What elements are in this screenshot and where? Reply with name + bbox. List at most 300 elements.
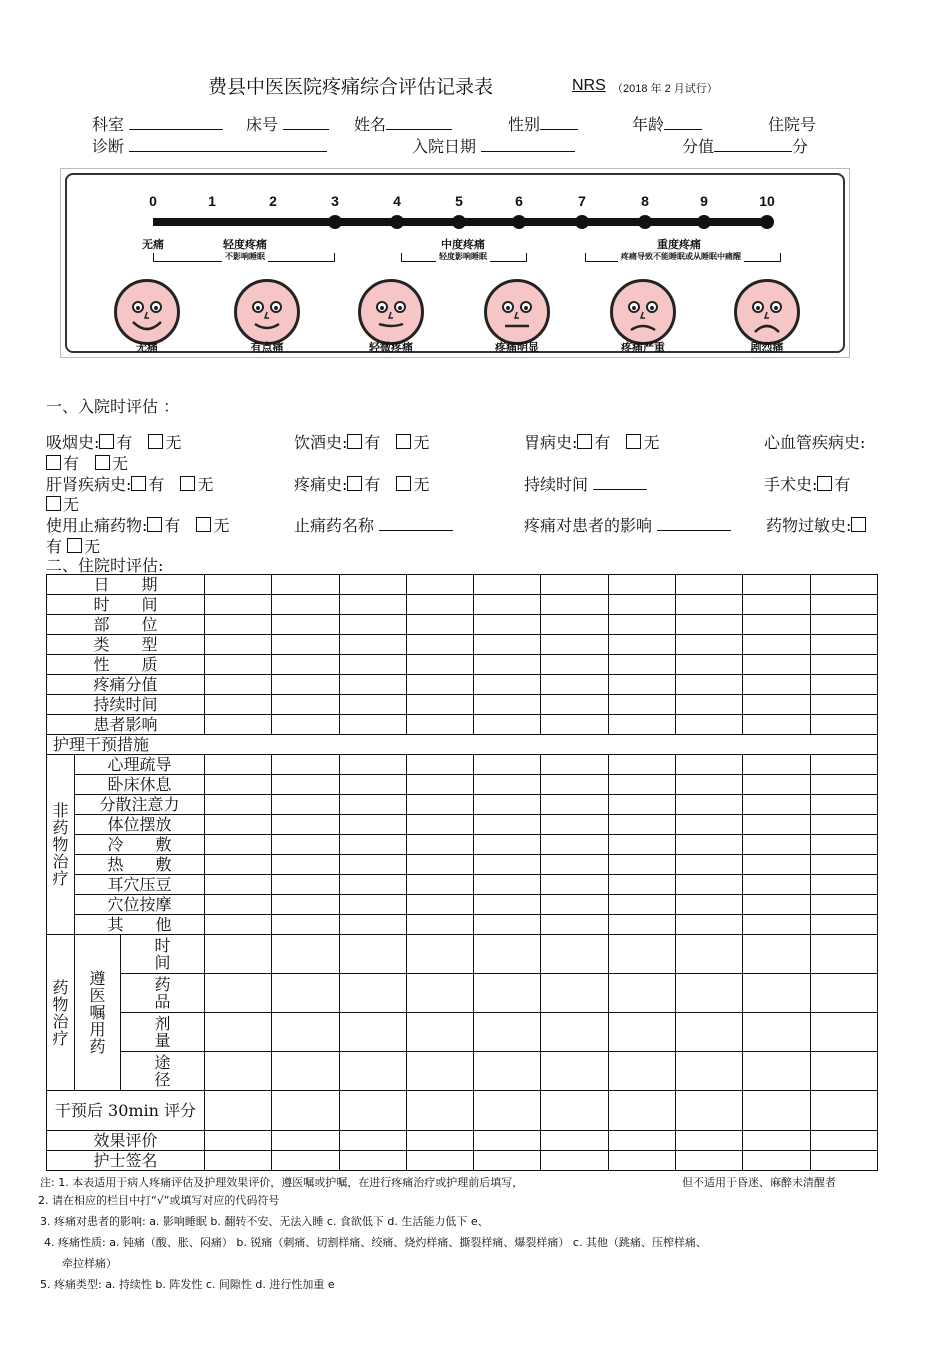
data-cell[interactable] [810, 795, 877, 815]
data-cell[interactable] [810, 675, 877, 695]
data-cell[interactable] [272, 695, 339, 715]
data-cell[interactable] [474, 715, 541, 735]
data-cell[interactable] [205, 795, 272, 815]
data-cell[interactable] [810, 915, 877, 935]
drug-name-label: 止痛药名称 [294, 516, 375, 535]
data-cell[interactable] [205, 575, 272, 595]
data-cell[interactable] [272, 895, 339, 915]
score-field[interactable] [682, 134, 808, 157]
data-cell[interactable] [743, 1091, 810, 1131]
data-cell[interactable] [676, 1151, 743, 1171]
data-cell[interactable] [608, 915, 675, 935]
data-cell[interactable] [541, 1013, 608, 1052]
data-cell[interactable] [272, 1131, 339, 1151]
data-cell[interactable] [205, 935, 272, 974]
data-cell[interactable] [339, 795, 406, 815]
data-cell[interactable] [272, 1013, 339, 1052]
data-cell[interactable] [272, 775, 339, 795]
allergy-yes-checkbox[interactable] [851, 517, 866, 532]
data-cell[interactable] [474, 755, 541, 775]
data-cell[interactable] [743, 1131, 810, 1151]
data-cell[interactable] [541, 855, 608, 875]
data-cell[interactable] [676, 1052, 743, 1091]
data-cell[interactable] [205, 675, 272, 695]
data-cell[interactable] [541, 775, 608, 795]
data-cell[interactable] [205, 974, 272, 1013]
analgesic-no-checkbox[interactable] [196, 517, 211, 532]
data-cell[interactable] [743, 915, 810, 935]
data-cell[interactable] [810, 655, 877, 675]
drinking-yes-checkbox[interactable] [347, 434, 362, 449]
data-cell[interactable] [676, 815, 743, 835]
data-cell[interactable] [608, 1013, 675, 1052]
data-cell[interactable] [406, 695, 473, 715]
age-field[interactable] [632, 112, 702, 135]
data-cell[interactable] [743, 635, 810, 655]
data-cell[interactable] [406, 775, 473, 795]
data-cell[interactable] [743, 655, 810, 675]
data-cell[interactable] [272, 1151, 339, 1171]
cardio-no-checkbox[interactable] [95, 455, 110, 470]
data-cell[interactable] [272, 915, 339, 935]
impact-field[interactable] [524, 513, 731, 536]
data-cell[interactable] [608, 675, 675, 695]
data-cell[interactable] [676, 695, 743, 715]
table-row [47, 595, 878, 615]
assessment-table [46, 574, 878, 1171]
data-cell[interactable] [406, 595, 473, 615]
data-cell[interactable] [272, 1052, 339, 1091]
data-cell[interactable] [743, 595, 810, 615]
data-cell[interactable] [272, 655, 339, 675]
dept-field[interactable] [92, 112, 223, 135]
data-cell[interactable] [339, 695, 406, 715]
data-cell[interactable] [205, 595, 272, 615]
data-cell[interactable] [676, 755, 743, 775]
data-cell[interactable] [541, 835, 608, 855]
data-cell[interactable] [474, 835, 541, 855]
data-cell[interactable] [608, 635, 675, 655]
data-cell[interactable] [406, 675, 473, 695]
data-cell[interactable] [406, 835, 473, 855]
data-cell[interactable] [272, 675, 339, 695]
surgery-yes-checkbox[interactable] [817, 476, 832, 491]
data-cell[interactable] [406, 855, 473, 875]
data-cell[interactable] [810, 575, 877, 595]
data-cell[interactable] [810, 1131, 877, 1151]
data-cell[interactable] [339, 775, 406, 795]
table-row [47, 575, 878, 595]
data-cell[interactable] [541, 895, 608, 915]
data-cell[interactable] [474, 595, 541, 615]
drinking-no-checkbox[interactable] [396, 434, 411, 449]
data-cell[interactable] [406, 655, 473, 675]
data-cell[interactable] [541, 675, 608, 695]
data-cell[interactable] [810, 895, 877, 915]
data-cell[interactable] [272, 755, 339, 775]
data-cell[interactable] [339, 935, 406, 974]
admission-no-label: 住院号 [768, 115, 817, 134]
data-cell[interactable] [474, 855, 541, 875]
data-cell[interactable] [541, 974, 608, 1013]
data-cell[interactable] [205, 615, 272, 635]
data-cell[interactable] [676, 915, 743, 935]
data-cell[interactable] [339, 895, 406, 915]
data-cell[interactable] [676, 615, 743, 635]
data-cell[interactable] [339, 815, 406, 835]
data-cell[interactable] [676, 1013, 743, 1052]
data-cell[interactable] [541, 595, 608, 615]
data-cell[interactable] [743, 855, 810, 875]
data-cell[interactable] [743, 615, 810, 635]
note-1-cont: 但不适用于昏迷、麻醉未清醒者 [682, 1176, 836, 1189]
opt-no: 无 [63, 495, 80, 514]
gender-field[interactable] [508, 112, 578, 135]
table-row [47, 615, 878, 635]
data-cell[interactable] [676, 655, 743, 675]
data-cell[interactable] [272, 815, 339, 835]
data-cell[interactable] [541, 695, 608, 715]
data-cell[interactable] [406, 915, 473, 935]
data-cell[interactable] [743, 755, 810, 775]
data-cell[interactable] [743, 875, 810, 895]
data-cell[interactable] [676, 715, 743, 735]
data-cell[interactable] [608, 935, 675, 974]
smoking-no-checkbox[interactable] [148, 434, 163, 449]
data-cell[interactable] [272, 615, 339, 635]
data-cell[interactable] [339, 915, 406, 935]
data-cell[interactable] [676, 1091, 743, 1131]
data-cell[interactable] [608, 974, 675, 1013]
bed-label: 床号 [246, 115, 279, 134]
data-cell[interactable] [810, 595, 877, 615]
liver-no-checkbox[interactable] [180, 476, 195, 491]
data-cell[interactable] [474, 1151, 541, 1171]
data-cell[interactable] [810, 635, 877, 655]
data-cell[interactable] [810, 835, 877, 855]
data-cell[interactable] [339, 635, 406, 655]
data-cell[interactable] [406, 715, 473, 735]
data-cell[interactable] [339, 1052, 406, 1091]
data-cell[interactable] [676, 575, 743, 595]
data-cell[interactable] [272, 795, 339, 815]
data-cell[interactable] [339, 1091, 406, 1131]
data-cell[interactable] [406, 1013, 473, 1052]
data-cell[interactable] [339, 715, 406, 735]
data-cell[interactable] [608, 715, 675, 735]
data-cell[interactable] [541, 635, 608, 655]
data-cell[interactable] [406, 575, 473, 595]
data-cell[interactable] [205, 835, 272, 855]
data-cell[interactable] [541, 1151, 608, 1171]
data-cell[interactable] [743, 815, 810, 835]
data-cell[interactable] [474, 1052, 541, 1091]
data-cell[interactable] [608, 775, 675, 795]
data-cell[interactable] [339, 655, 406, 675]
data-cell[interactable] [608, 575, 675, 595]
data-cell[interactable] [406, 815, 473, 835]
data-cell[interactable] [810, 775, 877, 795]
data-cell[interactable] [406, 795, 473, 815]
data-cell[interactable] [541, 755, 608, 775]
data-cell[interactable] [339, 595, 406, 615]
data-cell[interactable] [608, 695, 675, 715]
data-cell[interactable] [608, 655, 675, 675]
pain-scale-frame [65, 173, 845, 353]
data-cell[interactable] [474, 875, 541, 895]
data-cell[interactable] [205, 1013, 272, 1052]
data-cell[interactable] [608, 795, 675, 815]
data-cell[interactable] [676, 875, 743, 895]
scale-label-mild: 轻度疼痛 [223, 239, 267, 251]
data-cell[interactable] [743, 935, 810, 974]
data-cell[interactable] [608, 815, 675, 835]
data-cell[interactable] [608, 755, 675, 775]
data-cell[interactable] [474, 675, 541, 695]
pain-face-3 [484, 279, 550, 345]
data-cell[interactable] [608, 1131, 675, 1151]
data-cell[interactable] [541, 915, 608, 935]
data-cell[interactable] [743, 895, 810, 915]
pain-scale [60, 168, 850, 358]
data-cell[interactable] [205, 1151, 272, 1171]
admission-date-field[interactable] [412, 134, 575, 157]
data-cell[interactable] [541, 875, 608, 895]
data-cell[interactable] [474, 974, 541, 1013]
data-cell[interactable] [743, 795, 810, 815]
data-cell[interactable] [406, 755, 473, 775]
data-cell[interactable] [743, 1013, 810, 1052]
data-cell[interactable] [272, 855, 339, 875]
opt-no: 无 [197, 475, 214, 494]
data-cell[interactable] [272, 635, 339, 655]
data-cell[interactable] [406, 1091, 473, 1131]
data-cell[interactable] [676, 974, 743, 1013]
data-cell[interactable] [608, 595, 675, 615]
data-cell[interactable] [743, 1151, 810, 1171]
data-cell[interactable] [541, 1091, 608, 1131]
data-cell[interactable] [474, 1131, 541, 1151]
row-label: 途径 [121, 1052, 205, 1091]
data-cell[interactable] [406, 974, 473, 1013]
data-cell[interactable] [810, 755, 877, 775]
data-cell[interactable] [474, 795, 541, 815]
data-cell[interactable] [272, 875, 339, 895]
data-cell[interactable] [541, 795, 608, 815]
data-cell[interactable] [743, 1052, 810, 1091]
data-cell[interactable] [810, 875, 877, 895]
nondrug-group-label: 非药物治疗 [47, 755, 75, 935]
allergy-history [766, 513, 868, 536]
data-cell[interactable] [810, 1052, 877, 1091]
data-cell[interactable] [339, 974, 406, 1013]
data-cell[interactable] [205, 815, 272, 835]
data-cell[interactable] [810, 935, 877, 974]
data-cell[interactable] [406, 935, 473, 974]
data-cell[interactable] [339, 875, 406, 895]
smoking-yes-checkbox[interactable] [99, 434, 114, 449]
data-cell[interactable] [406, 1131, 473, 1151]
data-cell[interactable] [608, 835, 675, 855]
admission-no-field[interactable] [768, 112, 816, 135]
data-cell[interactable] [676, 635, 743, 655]
data-cell[interactable] [541, 815, 608, 835]
data-cell[interactable] [541, 1052, 608, 1091]
pain-yes-checkbox[interactable] [347, 476, 362, 491]
diagnosis-field[interactable] [92, 134, 327, 157]
name-field[interactable] [354, 112, 452, 135]
data-cell[interactable] [272, 935, 339, 974]
data-cell[interactable] [810, 815, 877, 835]
data-cell[interactable] [810, 695, 877, 715]
data-cell[interactable] [608, 615, 675, 635]
data-cell[interactable] [339, 675, 406, 695]
analgesic-yes-checkbox[interactable] [147, 517, 162, 532]
data-cell[interactable] [810, 615, 877, 635]
row-label: 患者影响 [47, 715, 205, 735]
data-cell[interactable] [743, 835, 810, 855]
scale-dot-10 [760, 215, 774, 229]
stomach-no-checkbox[interactable] [626, 434, 641, 449]
data-cell[interactable] [743, 775, 810, 795]
scale-number-10: 10 [759, 193, 775, 209]
data-cell[interactable] [743, 675, 810, 695]
data-cell[interactable] [474, 1091, 541, 1131]
data-cell[interactable] [608, 1151, 675, 1171]
bed-field[interactable] [246, 112, 329, 135]
data-cell[interactable] [474, 895, 541, 915]
data-cell[interactable] [474, 635, 541, 655]
pain-no-checkbox[interactable] [396, 476, 411, 491]
data-cell[interactable] [608, 1091, 675, 1131]
data-cell[interactable] [406, 1052, 473, 1091]
data-cell[interactable] [339, 855, 406, 875]
data-cell[interactable] [339, 575, 406, 595]
data-cell[interactable] [810, 1091, 877, 1131]
data-cell[interactable] [541, 935, 608, 974]
data-cell[interactable] [339, 835, 406, 855]
data-cell[interactable] [676, 895, 743, 915]
data-cell[interactable] [205, 655, 272, 675]
data-cell[interactable] [743, 715, 810, 735]
liver-yes-checkbox[interactable] [131, 476, 146, 491]
data-cell[interactable] [676, 775, 743, 795]
data-cell[interactable] [205, 855, 272, 875]
data-cell[interactable] [541, 1131, 608, 1151]
data-cell[interactable] [272, 974, 339, 1013]
pain-face-5 [734, 279, 800, 345]
row-label: 耳穴压豆 [75, 875, 205, 895]
data-cell[interactable] [541, 655, 608, 675]
duration-field[interactable] [524, 472, 647, 495]
data-cell[interactable] [676, 1131, 743, 1151]
data-cell[interactable] [205, 915, 272, 935]
data-cell[interactable] [676, 835, 743, 855]
row-label: 冷 敷 [75, 835, 205, 855]
data-cell[interactable] [272, 715, 339, 735]
data-cell[interactable] [205, 875, 272, 895]
data-cell[interactable] [339, 1013, 406, 1052]
data-cell[interactable] [339, 1131, 406, 1151]
drug-sub-label: 遵医嘱用药 [75, 935, 121, 1091]
data-cell[interactable] [676, 855, 743, 875]
stomach-yes-checkbox[interactable] [577, 434, 592, 449]
data-cell[interactable] [676, 935, 743, 974]
nrs-label: NRS [572, 77, 606, 94]
pain-face-label-0: 无痛 [136, 342, 158, 354]
data-cell[interactable] [272, 1091, 339, 1131]
data-cell[interactable] [676, 675, 743, 695]
data-cell[interactable] [205, 1052, 272, 1091]
data-cell[interactable] [810, 1013, 877, 1052]
data-cell[interactable] [474, 655, 541, 675]
data-cell[interactable] [541, 615, 608, 635]
data-cell[interactable] [743, 575, 810, 595]
data-cell[interactable] [406, 875, 473, 895]
data-cell[interactable] [205, 1131, 272, 1151]
data-cell[interactable] [339, 755, 406, 775]
data-cell[interactable] [676, 795, 743, 815]
data-cell[interactable] [272, 595, 339, 615]
data-cell[interactable] [272, 575, 339, 595]
data-cell[interactable] [474, 695, 541, 715]
data-cell[interactable] [810, 855, 877, 875]
data-cell[interactable] [474, 915, 541, 935]
data-cell[interactable] [474, 775, 541, 795]
drug-name-field[interactable] [294, 513, 453, 536]
row-label: 体位摆放 [75, 815, 205, 835]
data-cell[interactable] [205, 895, 272, 915]
data-cell[interactable] [810, 974, 877, 1013]
data-cell[interactable] [541, 575, 608, 595]
data-cell[interactable] [676, 595, 743, 615]
data-cell[interactable] [474, 815, 541, 835]
data-cell[interactable] [608, 875, 675, 895]
data-cell[interactable] [541, 715, 608, 735]
data-cell[interactable] [743, 974, 810, 1013]
data-cell[interactable] [406, 895, 473, 915]
data-cell[interactable] [339, 1151, 406, 1171]
data-cell[interactable] [205, 1091, 272, 1131]
data-cell[interactable] [608, 895, 675, 915]
data-cell[interactable] [339, 615, 406, 635]
data-cell[interactable] [608, 1052, 675, 1091]
cardio-yes-checkbox[interactable] [46, 455, 61, 470]
data-cell[interactable] [205, 695, 272, 715]
data-cell[interactable] [406, 615, 473, 635]
data-cell[interactable] [474, 575, 541, 595]
data-cell[interactable] [608, 855, 675, 875]
data-cell[interactable] [406, 635, 473, 655]
data-cell[interactable] [272, 835, 339, 855]
data-cell[interactable] [205, 715, 272, 735]
data-cell[interactable] [205, 755, 272, 775]
data-cell[interactable] [205, 775, 272, 795]
data-cell[interactable] [474, 615, 541, 635]
data-cell[interactable] [474, 935, 541, 974]
data-cell[interactable] [205, 635, 272, 655]
data-cell[interactable] [743, 695, 810, 715]
pain-face-label-5: 剧烈痛 [750, 342, 784, 354]
allergy-no-checkbox[interactable] [67, 538, 82, 553]
data-cell[interactable] [810, 715, 877, 735]
table-row [47, 695, 878, 715]
data-cell[interactable] [474, 1013, 541, 1052]
surgery-no-checkbox[interactable] [46, 496, 61, 511]
data-cell[interactable] [810, 1151, 877, 1171]
data-cell[interactable] [406, 1151, 473, 1171]
scale-dot-6 [512, 215, 526, 229]
